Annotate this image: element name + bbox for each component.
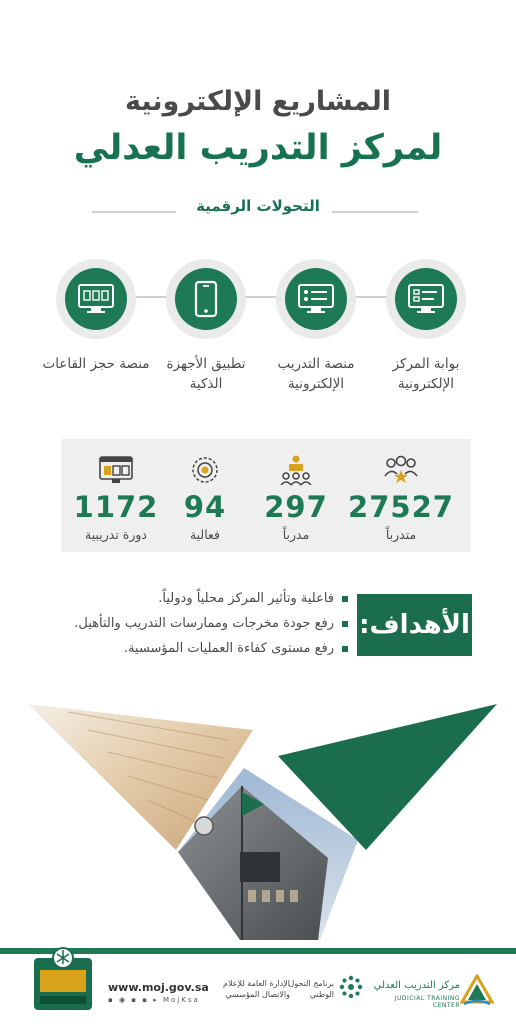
- platform-training: [276, 259, 356, 339]
- vision-2030-icon: [338, 974, 364, 1000]
- platform-mobile-app: [166, 259, 246, 339]
- vision-program-label: برنامج التحول الوطني: [288, 979, 334, 999]
- title-line-1: المشاريع الإلكترونية: [125, 86, 391, 117]
- platform-label-mobile-app: تطبيق الأجهزة الذكية: [166, 356, 246, 392]
- photo-collage: [28, 700, 498, 940]
- subtitle: التحولات الرقمية: [196, 197, 320, 215]
- monitor-form-icon: [407, 282, 445, 316]
- platform-portal: [386, 259, 466, 339]
- events-icon: [187, 454, 223, 486]
- platform-label-portal: بوابة المركز الإلكترونية: [392, 356, 460, 392]
- platform-label-room-booking: منصة حجز القاعات: [42, 356, 150, 372]
- platform-room-booking: [56, 259, 136, 339]
- goal-item: فاعلية وتأثير المركز محلياً ودولياً.: [48, 591, 348, 606]
- monitor-list-icon: [297, 282, 335, 316]
- title-line-2: لمركز التدريب العدلي: [73, 128, 443, 168]
- goal-item: رفع مستوى كفاءة العمليات المؤسسية.: [48, 641, 348, 656]
- stat-label-events: فعالية: [189, 527, 221, 542]
- center-name-arabic: مركز التدريب العدلي: [373, 980, 460, 991]
- social-icons: ▪ ◉ ▪ ▪ ▸: [108, 996, 163, 1004]
- goal-item: رفع جودة مخرجات وممارسات التدريب والتأهيل.: [48, 616, 348, 631]
- trainer-icon: [278, 454, 314, 486]
- media-department: الإدارة العامة للإعلام والاتصال المؤسسي: [223, 979, 290, 999]
- social-handle: [108, 996, 200, 1004]
- trainees-icon: [383, 454, 419, 486]
- ministry-logo: [28, 934, 98, 1014]
- goals-heading: الأهداف:: [357, 594, 472, 656]
- smartphone-icon: [193, 280, 219, 318]
- stat-label-courses: دورة تدريبية: [85, 527, 147, 542]
- stat-label-trainees: متدرباً: [385, 527, 417, 542]
- stat-label-trainers: مدرباً: [282, 527, 310, 542]
- website-url[interactable]: www.moj.gov.sa: [108, 981, 209, 994]
- center-name-english: JUDICIAL TRAINING CENTER: [394, 995, 460, 1009]
- courses-icon: [98, 454, 134, 486]
- platform-label-training: منصة التدريب الإلكترونية: [277, 356, 355, 392]
- training-center-logo: [460, 974, 494, 1008]
- stat-value-courses: 1172: [73, 490, 159, 524]
- stat-value-events: 94: [183, 490, 227, 524]
- monitor-rooms-icon: [77, 282, 115, 316]
- stat-value-trainers: 297: [264, 490, 328, 524]
- stat-value-trainees: 27527: [348, 490, 454, 524]
- social-handle-text: MojKsa: [162, 996, 200, 1004]
